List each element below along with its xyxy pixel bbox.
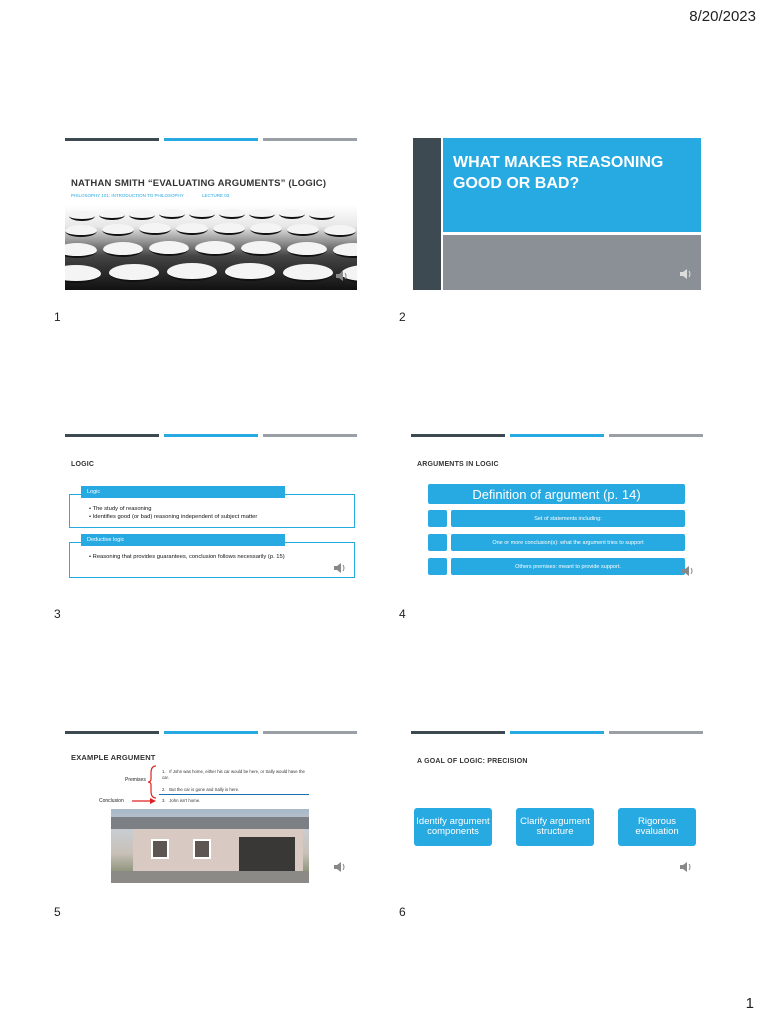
goal-box-rigorous: Rigorous evaluation — [618, 808, 696, 846]
course-label: PHILOSOPHY 101: INTRODUCTION TO PHILOSOPHY — [71, 193, 184, 198]
lecture-label: LECTURE 03 — [202, 193, 230, 198]
slide-number: 2 — [399, 310, 406, 324]
slide-title: WHAT MAKES REASONING GOOD OR BAD? — [453, 154, 664, 192]
definition-row: One or more conclusion(s): what the argument tries to support — [451, 534, 685, 551]
dark-side-panel — [413, 138, 441, 290]
divider-line — [159, 794, 309, 795]
row-marker — [428, 534, 447, 551]
slide-title: ARGUMENTS IN LOGIC — [417, 461, 499, 468]
logic-bullet: • The study of reasoning — [89, 506, 152, 512]
gray-panel — [443, 235, 701, 290]
slide-title: A GOAL OF LOGIC: PRECISION — [417, 758, 528, 765]
slide-number: 1 — [54, 310, 61, 324]
slide-number: 6 — [399, 905, 406, 919]
conclusion-label: Conclusion — [99, 798, 124, 804]
definition-row: Set of statements including: — [451, 510, 685, 527]
slide-number: 3 — [54, 607, 61, 621]
speaker-icon[interactable] — [335, 270, 349, 282]
slide-2[interactable] — [413, 138, 703, 290]
premise-1: 1. If John was home, either his car would be here, or Sally would have the car. — [162, 769, 305, 780]
slide-title: EXAMPLE ARGUMENT — [71, 753, 156, 762]
conclusion-statement: 3. John isn't home. — [162, 798, 201, 803]
definition-header: Definition of argument (p. 14) — [428, 484, 685, 504]
slide-title: NATHAN SMITH “EVALUATING ARGUMENTS” (LOGIC) — [71, 178, 327, 189]
definition-row: Others premises: meant to provide support. — [451, 558, 685, 575]
house-photo — [111, 809, 309, 883]
slide-4[interactable] — [411, 434, 703, 586]
slide-3[interactable] — [65, 434, 357, 586]
conclusion-arrow — [131, 797, 157, 805]
print-date: 8/20/2023 — [689, 8, 756, 25]
slide-1[interactable] — [65, 138, 357, 290]
logic-bullet: • Identifies good (or bad) reasoning independent of subject matter — [89, 514, 258, 520]
cups-pattern-image — [65, 205, 357, 290]
deductive-bullet: • Reasoning that provides guarantees, conclusion follows necessarily (p. 15) — [89, 554, 285, 560]
slide-title: LOGIC — [71, 461, 95, 468]
speaker-icon[interactable] — [333, 562, 347, 574]
premises-brace — [147, 765, 157, 799]
slide-accent-bars — [411, 434, 703, 437]
speaker-icon[interactable] — [681, 565, 695, 577]
slide-accent-bars — [65, 138, 357, 141]
slide-accent-bars — [65, 731, 357, 734]
row-marker — [428, 558, 447, 575]
slide-number: 4 — [399, 607, 406, 621]
slide-accent-bars — [65, 434, 357, 437]
goal-box-identify: Identify argument components — [414, 808, 492, 846]
slide-accent-bars — [411, 731, 703, 734]
speaker-icon[interactable] — [679, 268, 693, 280]
goal-box-clarify: Clarify argument structure — [516, 808, 594, 846]
deductive-box-header: Deductive logic — [81, 534, 285, 546]
slide-6[interactable] — [411, 731, 703, 883]
page-number: 1 — [745, 995, 754, 1012]
premises-label: Premises — [125, 777, 146, 783]
slide-number: 5 — [54, 905, 61, 919]
row-marker — [428, 510, 447, 527]
premise-2: 2. But the car is gone and Sally is here. — [162, 787, 240, 792]
slide-5[interactable] — [65, 731, 357, 883]
speaker-icon[interactable] — [333, 861, 347, 873]
logic-box-header: Logic — [81, 486, 285, 498]
speaker-icon[interactable] — [679, 861, 693, 873]
